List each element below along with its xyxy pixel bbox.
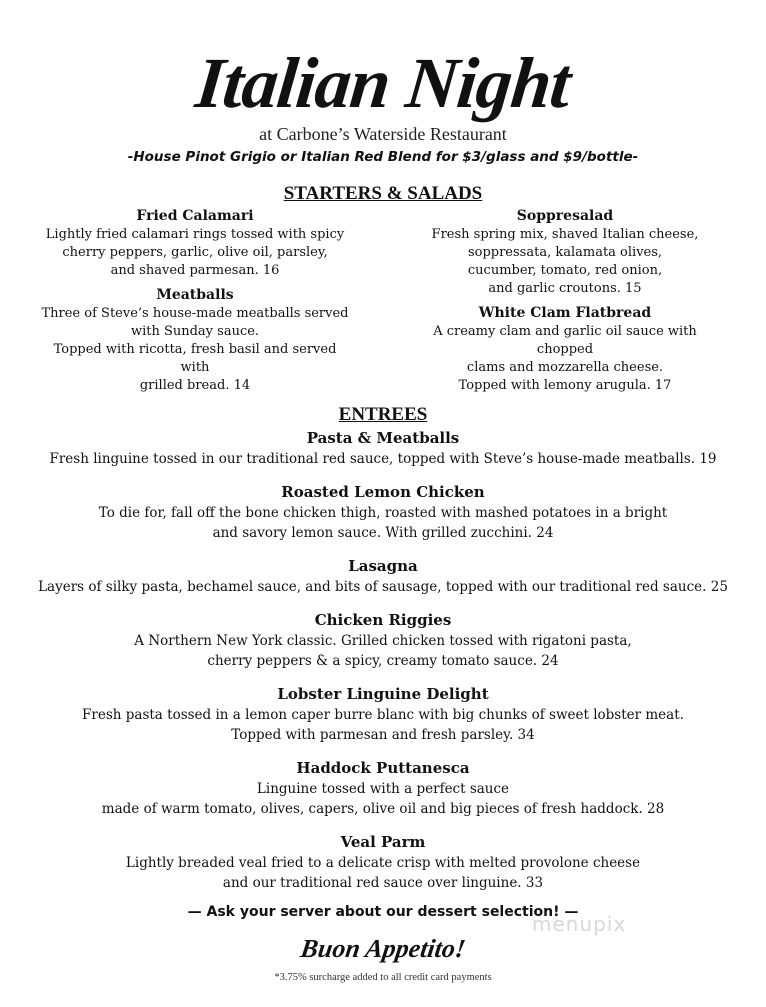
surcharge-note: *3.75% surcharge added to all credit card payments — [274, 972, 492, 983]
item-desc-line: cherry peppers, garlic, olive oil, parsley, — [62, 245, 328, 260]
item-name: Lasagna — [348, 557, 418, 575]
item-desc-line: and savory lemon sauce. With grilled zucchini. 24 — [212, 525, 554, 541]
wine-special: -House Pinot Grigio or Italian Red Blend for $3/glass and $9/bottle- — [127, 149, 639, 165]
closing-salutation: Buon Appetito! — [298, 934, 468, 963]
menu-item-chicken-riggies — [0, 609, 766, 671]
item-desc-line: and our traditional red sauce over linguine. 33 — [222, 875, 544, 891]
menu-item-soppresalad — [405, 206, 725, 298]
item-desc-line: and garlic croutons. 15 — [488, 281, 642, 296]
watermark: menupix — [532, 912, 627, 936]
item-desc-line: Fresh pasta tossed in a lemon caper burre blanc with big chunks of sweet lobster meat. — [82, 707, 684, 723]
entrees-list — [0, 427, 766, 905]
item-desc-line: A creamy clam and garlic oil sauce with chopped — [433, 324, 697, 357]
item-desc-line: and shaved parmesan. 16 — [110, 263, 280, 278]
item-desc-line: Lightly fried calamari rings tossed with spicy — [45, 227, 345, 242]
item-desc-line: soppressata, kalamata olives, — [467, 245, 663, 260]
menu-item-lasagna — [0, 555, 766, 597]
item-name: Soppresalad — [516, 208, 614, 224]
menu-item-veal-parm — [0, 831, 766, 893]
item-name: Veal Parm — [340, 833, 426, 851]
item-desc-line: made of warm tomato, olives, capers, olive oil and big pieces of fresh haddock. 28 — [101, 801, 665, 817]
item-name: Fried Calamari — [136, 208, 254, 224]
item-desc-line: Linguine tossed with a perfect sauce — [256, 781, 510, 797]
item-desc-line: Fresh spring mix, shaved Italian cheese, — [431, 227, 699, 242]
item-name: Roasted Lemon Chicken — [281, 483, 485, 501]
starters-right-column — [405, 206, 725, 400]
item-name: Lobster Linguine Delight — [277, 685, 489, 703]
item-desc-line: Three of Steve’s house-made meatballs served — [41, 306, 349, 321]
item-desc-line: Fresh linguine tossed in our traditional red sauce, topped with Steve’s house-made meatballs. 19 — [49, 451, 717, 467]
menu-title: Italian Night — [192, 43, 574, 123]
item-name: Haddock Puttanesca — [296, 759, 470, 777]
item-name: Pasta & Meatballs — [306, 429, 460, 447]
starters-left-column — [40, 206, 350, 400]
item-desc-line: Layers of silky pasta, bechamel sauce, and bits of sausage, topped with our traditional red sauce. 25 — [38, 579, 728, 595]
starters-heading: STARTERS & SALADS — [283, 183, 483, 204]
item-desc-line: Topped with lemony arugula. 17 — [458, 378, 672, 393]
item-desc-line: grilled bread. 14 — [139, 378, 251, 393]
menu-item-meatballs — [40, 285, 350, 395]
item-desc-line: cherry peppers & a spicy, creamy tomato sauce. 24 — [207, 653, 559, 669]
item-desc-line: Topped with ricotta, fresh basil and served with — [53, 342, 337, 375]
menu-item-lobster-linguine — [0, 683, 766, 745]
item-desc-line: Topped with parmesan and fresh parsley. 34 — [231, 727, 535, 743]
dessert-note: — Ask your server about our dessert selection! — — [187, 904, 579, 920]
item-desc-line: cucumber, tomato, red onion, — [467, 263, 663, 278]
item-desc-line: Lightly breaded veal fried to a delicate crisp with melted provolone cheese — [125, 855, 641, 871]
item-name: White Clam Flatbread — [478, 305, 652, 321]
item-name: Chicken Riggies — [314, 611, 452, 629]
menu-item-fried-calamari — [40, 206, 350, 280]
restaurant-subtitle: at Carbone’s Waterside Restaurant — [259, 124, 507, 144]
item-desc-line: with Sunday sauce. — [130, 324, 260, 339]
item-name: Meatballs — [156, 287, 234, 303]
menu-item-pasta-meatballs — [0, 427, 766, 469]
item-desc-line: To die for, fall off the bone chicken thigh, roasted with mashed potatoes in a bright — [98, 505, 668, 521]
menu-item-roasted-lemon-chicken — [0, 481, 766, 543]
menu-item-white-clam-flatbread — [405, 303, 725, 395]
item-desc-line: A Northern New York classic. Grilled chicken tossed with rigatoni pasta, — [134, 633, 632, 649]
item-desc-line: clams and mozzarella cheese. — [466, 360, 664, 375]
menu-item-haddock-puttanesca — [0, 757, 766, 819]
entrees-heading: ENTREES — [338, 404, 428, 425]
